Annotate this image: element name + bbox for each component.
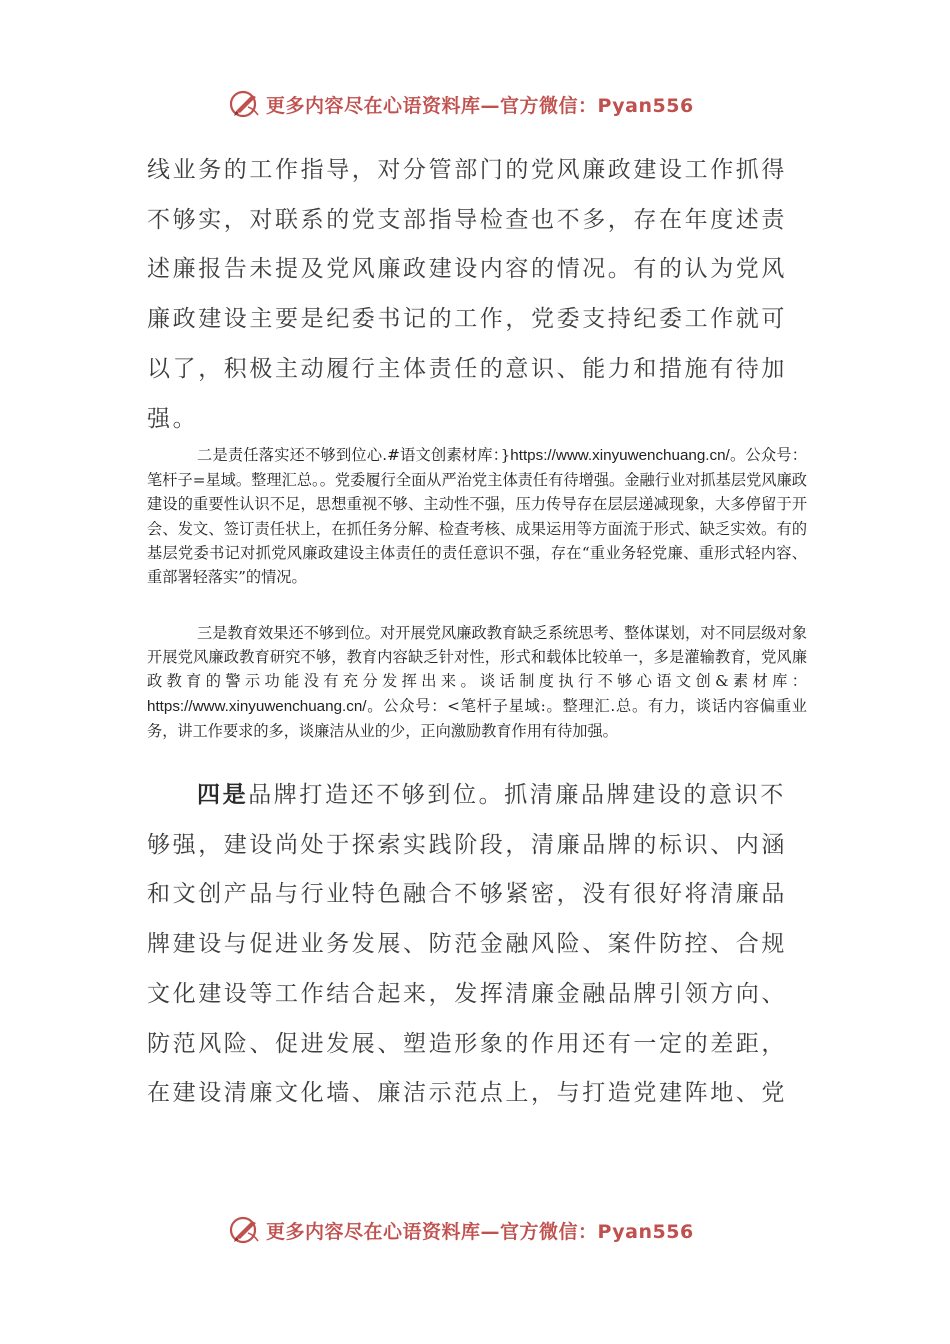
paragraph-2-url[interactable]: https://www.xinyuwenchuang.cn/: [510, 447, 730, 464]
header-banner-text: 更多内容尽在心语资料库—官方微信：Pyan556: [266, 94, 694, 117]
paragraph-3: [147, 621, 807, 743]
paragraph-3-url[interactable]: https://www.xinyuwenchuang.cn/: [147, 697, 367, 715]
paragraph-4: [147, 770, 807, 1119]
header-banner: [228, 86, 694, 122]
pen-logo-icon: [228, 1213, 262, 1247]
footer-banner: [228, 1212, 694, 1248]
paragraph-2-part2: 。公众号：笔杆子=星域。整理汇总。。党委履行全面从严治党主体责任有待增强。金融行业对抓基层党风廉政建设的重要性认识不足，思想重视不够、主动性不强，压力传导存在层层递减现象，大多停留于开会、发文、签订责任状上，在抓任务分解、检查考核、成果运用等方面流于形式、缺乏实效。有的基层党委书记对抓党风廉政建设主体责任的责任意识不强，存在“重业务轻党廉、重形式轻内容、重部署轻落实”的情况。: [147, 446, 807, 587]
paragraph-2-part1: 二是责任落实还不够到位心.#语文创素材库：}: [197, 446, 511, 464]
paragraph-3-part1: 三是教育效果还不够到位。对开展党风廉政教育缺乏系统思考、整体谋划，对不同层级对象开展党风廉政教育研究不够，教育内容缺乏针对性，形式和载体比较单一，多是灌输教育，党风廉政教育的警示功能没有充分发挥出来。谈话制度执行不够心语文创&素材库：: [147, 624, 807, 691]
footer-banner-text: 更多内容尽在心语资料库—官方微信：Pyan556: [266, 1220, 694, 1243]
paragraph-2: [147, 443, 807, 589]
paragraph-4-lead: 四是: [197, 781, 249, 808]
paragraph-4-text: 品牌打造还不够到位。抓清廉品牌建设的意识不够强，建设尚处于探索实践阶段，清廉品牌的标识、内涵和文创产品与行业特色融合不够紧密，没有很好将清廉品牌建设与促进业务发展、防范金融风险、案件防控、合规文化建设等工作结合起来，发挥清廉金融品牌引领方向、防范风险、促进发展、塑造形象的作用还有一定的差距，在建设清廉文化墙、廉洁示范点上，与打造党建阵地、党: [147, 782, 787, 1107]
paragraph-1: 线业务的工作指导，对分管部门的党风廉政建设工作抓得不够实，对联系的党支部指导检查也不多，存在年度述责述廉报告未提及党风廉政建设内容的情况。有的认为党风廉政建设主要是纪委书记的工作，党委支持纪委工作就可以了，积极主动履行主体责任的意识、能力和措施有待加强。: [147, 157, 787, 432]
pen-logo-icon: [228, 87, 262, 121]
paragraph-3-part2: 。公众号：<笔杆子星域:。整理汇.总。有力，谈话内容偏重业务，讲工作要求的多，谈廉洁从业的少，正向激励教育作用有待加强。: [147, 696, 807, 740]
